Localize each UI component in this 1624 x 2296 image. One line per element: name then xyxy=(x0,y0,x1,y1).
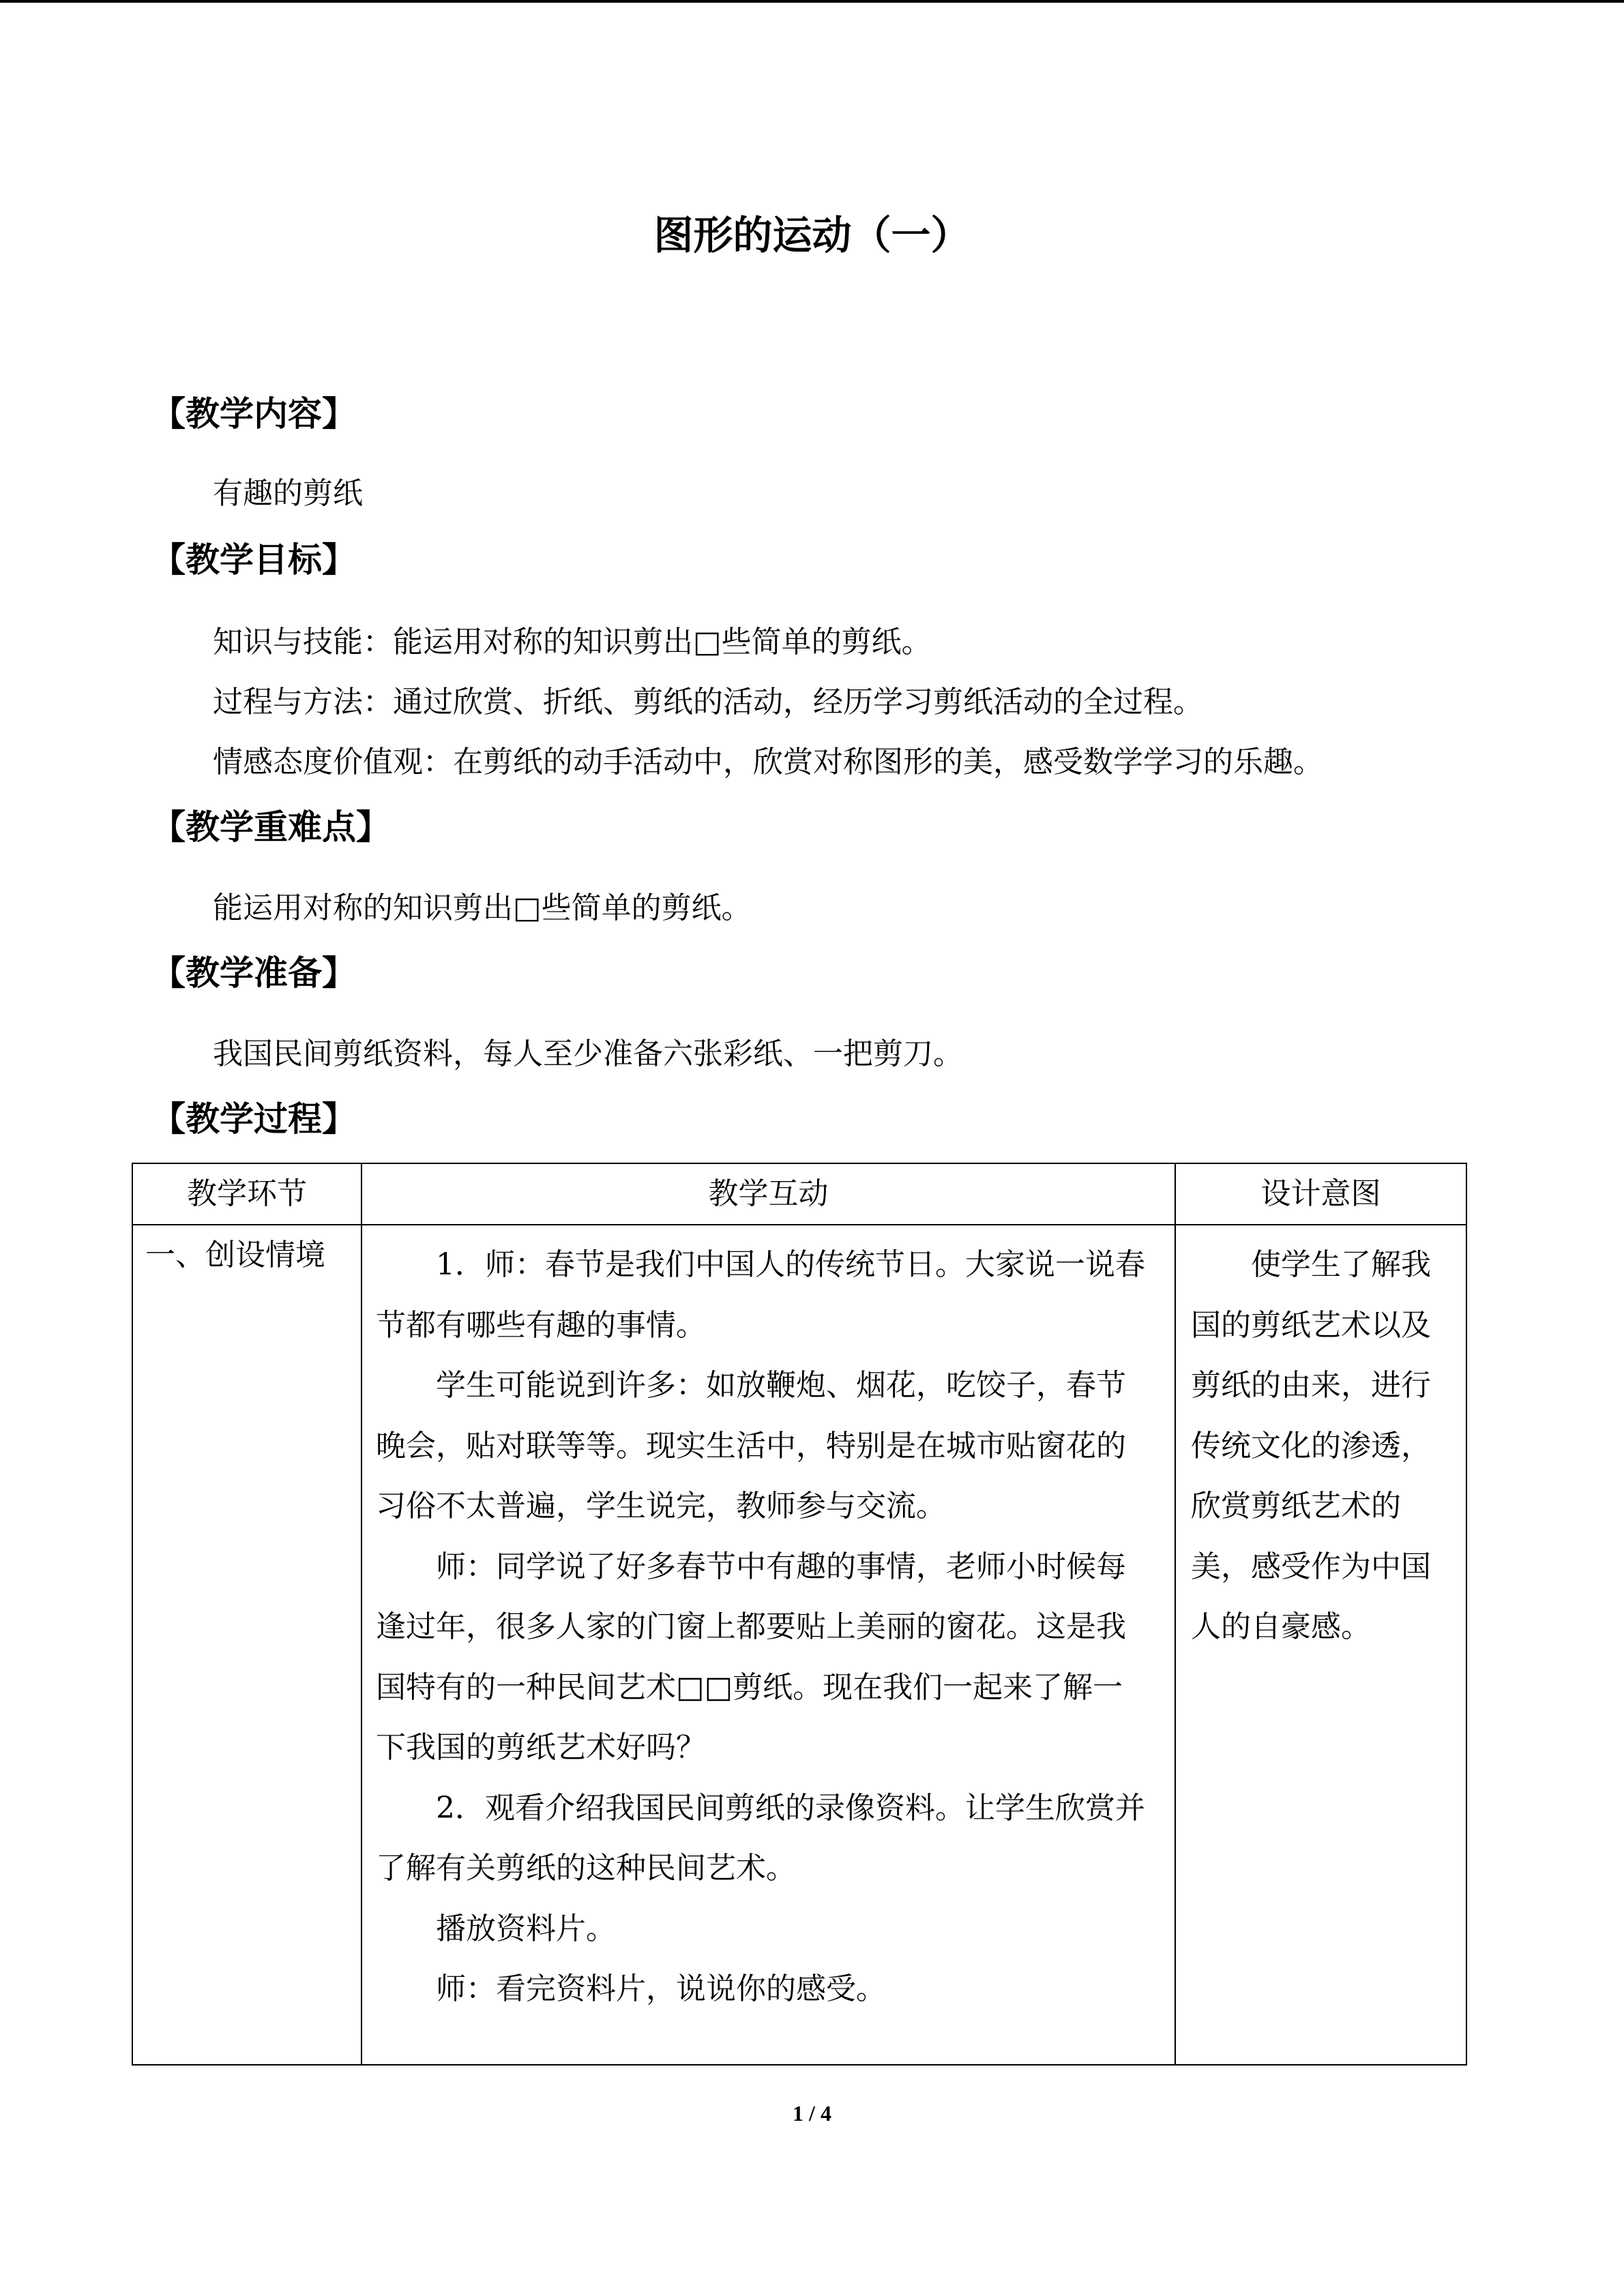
interaction-paragraph: 学生可能说到许多：如放鞭炮、烟花，吃饺子，春节晚会，贴对联等等。现实生活中，特别是在城市贴窗花的习俗不太普遍，学生说完，教师参与交流。 xyxy=(376,1368,1126,1523)
interaction-paragraph: 师：看完资料片，说说你的感受。 xyxy=(436,1971,886,2006)
teaching-prep-text: 我国民间剪纸资料，每人至少准备六张彩纸、一把剪刀。 xyxy=(213,1037,963,1071)
goal-item: 知识与技能：能运用对称的知识剪出□些简单的剪纸。 xyxy=(213,625,932,659)
page-number: 1 / 4 xyxy=(793,2101,831,2126)
heading-teaching-process: 【教学过程】 xyxy=(151,1099,356,1139)
stage-cell: 一、创设情境 xyxy=(132,1225,361,2065)
page-title: 图形的运动（一） xyxy=(653,212,971,258)
goal-item: 过程与方法：通过欣赏、折纸、剪纸的活动，经历学习剪纸活动的全过程。 xyxy=(213,685,1203,719)
interaction-cell xyxy=(361,1225,1175,2065)
header-intent: 设计意图 xyxy=(1175,1163,1466,1225)
goal-item: 情感态度价值观：在剪纸的动手活动中，欣赏对称图形的美，感受数学学习的乐趣。 xyxy=(213,745,1323,779)
heading-key-points: 【教学重难点】 xyxy=(151,807,390,847)
teaching-process-table xyxy=(132,1163,1467,2066)
key-points-text: 能运用对称的知识剪出□些简单的剪纸。 xyxy=(213,891,752,925)
top-border-rule xyxy=(0,0,1624,3)
heading-teaching-goals: 【教学目标】 xyxy=(151,540,356,580)
header-interaction: 教学互动 xyxy=(361,1163,1175,1225)
table-row xyxy=(132,1225,1466,2065)
interaction-paragraph: 播放资料片。 xyxy=(436,1911,616,1946)
table-header-row xyxy=(132,1163,1466,1225)
header-stage: 教学环节 xyxy=(132,1163,361,1225)
intent-text: 使学生了解我国的剪纸艺术以及剪纸的由来，进行传统文化的渗透，欣赏剪纸艺术的美，感受作为中国人的自豪感。 xyxy=(1191,1247,1431,1644)
heading-teaching-content: 【教学内容】 xyxy=(151,394,356,434)
intent-cell xyxy=(1175,1225,1466,2065)
interaction-paragraph: 1．师：春节是我们中国人的传统节日。大家说一说春节都有哪些有趣的事情。 xyxy=(376,1247,1145,1343)
interaction-paragraph: 师：同学说了好多春节中有趣的事情，老师小时候每逢过年，很多人家的门窗上都要贴上美丽的窗花。这是我国特有的一种民间艺术□□剪纸。现在我们一起来了解一下我国的剪纸艺术好吗？ xyxy=(376,1549,1126,1765)
teaching-content-text: 有趣的剪纸 xyxy=(213,476,363,511)
heading-teaching-prep: 【教学准备】 xyxy=(151,953,356,993)
interaction-paragraph: 2．观看介绍我国民间剪纸的录像资料。让学生欣赏并了解有关剪纸的这种民间艺术。 xyxy=(376,1790,1145,1885)
